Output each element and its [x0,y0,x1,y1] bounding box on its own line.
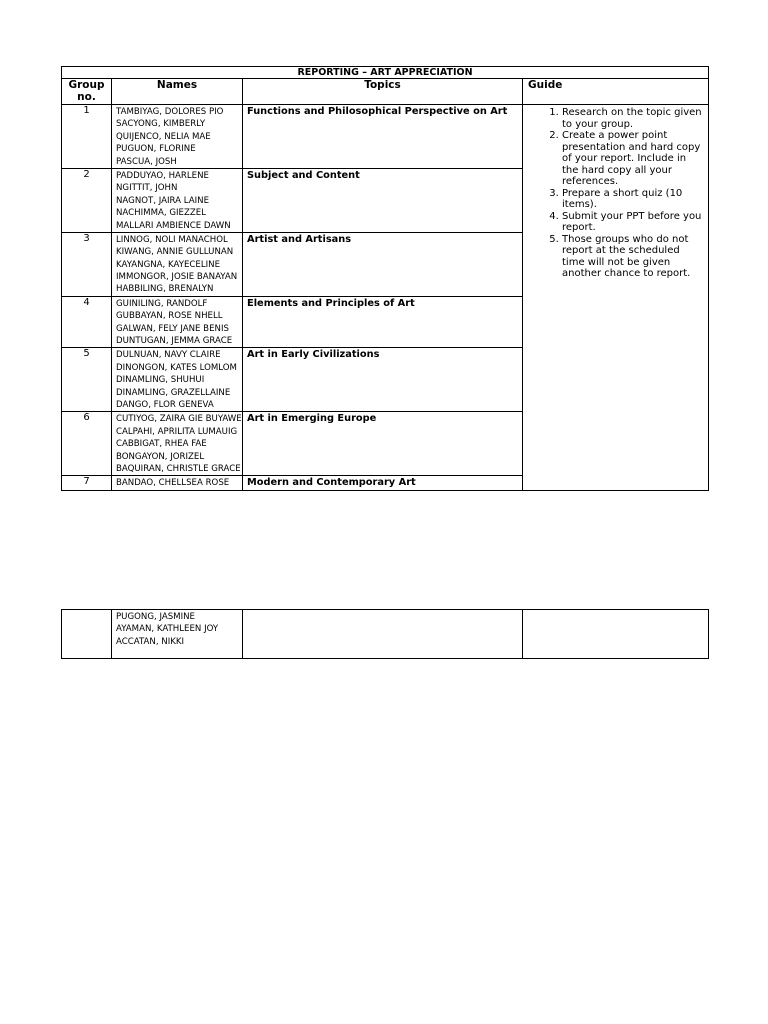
group-topic [243,610,523,659]
reporting-table [61,66,709,491]
table-title: REPORTING – ART APPRECIATION [62,67,709,79]
member-name: NGITTIT, JOHN [116,183,178,194]
member-name: GUBBAYAN, ROSE NHELL [116,311,223,322]
group-topic: Modern and Contemporary Art [243,476,523,490]
group-names [112,296,243,348]
member-name: CABBIGAT, RHEA FAE [116,439,207,450]
member-name: MALLARI AMBIENCE DAWN [116,220,231,231]
group-number [62,610,112,659]
group-topic: Elements and Principles of Art [243,296,523,348]
group-names [112,168,243,232]
guide-item: 5. Those groups who do not report at the scheduled time will not be given another chance to report. [562,234,704,280]
header-names: Names [112,79,243,105]
member-name: DINAMLING, SHUHUI [116,375,205,386]
guide-item: 1. Research on the topic given to your group. [562,107,704,130]
table-row [62,610,709,659]
member-name: DUNTUGAN, JEMMA GRACE [116,336,233,347]
member-name: NAGNOT, JAIRA LAINE [116,195,210,206]
member-name: NACHIMMA, GIEZZEL [116,208,206,219]
member-name: DULNUAN, NAVY CLAIRE [116,350,221,361]
member-name: DINONGON, KATES LOMLOM [116,362,237,373]
guide-item: 2. Create a power point presentation and hard copy of your report. Include in the hard copy all your references. [562,130,704,188]
guide-item: 3. Prepare a short quiz (10 items). [562,188,704,211]
member-name: BANDAO, CHELLSEA ROSE [116,478,230,489]
member-name: CUTIYOG, ZAIRA GIE BUYAWE [116,414,242,425]
member-name: GALWAN, FELY JANE BENIS [116,323,229,334]
group-topic: Art in Emerging Europe [243,412,523,476]
group-number: 3 [62,232,112,296]
group-names [112,476,243,490]
group-topic: Functions and Philosophical Perspective on Art [243,105,523,169]
member-name: KIWANG, ANNIE GULLUNAN [116,247,234,258]
member-name: QUIJENCO, NELIA MAE [116,131,211,142]
group-names [112,610,243,659]
member-name: AYAMAN, KATHLEEN JOY [116,624,219,635]
member-name: GUINILING, RANDOLF [116,298,208,309]
guide-instructions [523,105,709,491]
header-topics: Topics [243,79,523,105]
member-name: KAYANGNA, KAYECELINE [116,259,221,270]
guide-item: 4. Submit your PPT before you report. [562,211,704,234]
member-name: TAMBIYAG, DOLORES PIO [116,107,224,117]
guide-instructions [523,610,709,659]
member-name: SACYONG, KIMBERLY [116,119,206,130]
member-name: IMMONGOR, JOSIE BANAYAN [116,272,238,283]
group-names [112,348,243,412]
member-name: BAQUIRAN, CHRISTLE GRACE [116,463,241,474]
group-number: 2 [62,168,112,232]
group-number: 6 [62,412,112,476]
member-name: ACCATAN, NIKKI [116,636,185,647]
group-number: 7 [62,476,112,490]
group-topic: Subject and Content [243,168,523,232]
member-name: PUGUON, FLORINE [116,144,196,155]
member-name: BONGAYON, JORIZEL [116,451,205,462]
group-number: 5 [62,348,112,412]
group-number: 4 [62,296,112,348]
member-name: DANGO, FLOR GENEVA [116,399,214,410]
header-group-no: Group no. [62,79,112,105]
header-guide: Guide [523,79,709,105]
group-topic: Artist and Artisans [243,232,523,296]
member-name: DINAMLING, GRAZELLAINE [116,387,231,398]
reporting-table-continued [61,609,709,659]
member-name: PASCUA, JOSH [116,156,177,167]
guide-list [523,107,704,280]
group-number: 1 [62,105,112,169]
member-name: HABBILING, BRENALYN [116,284,214,295]
group-names [112,105,243,169]
member-name: PUGONG, JASMINE [116,612,195,622]
group-names [112,232,243,296]
member-name: PADDUYAO, HARLENE [116,170,209,181]
table-row [62,105,709,169]
member-name: LINNOG, NOLI MANACHOL [116,234,228,245]
group-names [112,412,243,476]
member-name: CALPAHI, APRILITA LUMAUIG [116,426,238,437]
group-topic: Art in Early Civilizations [243,348,523,412]
